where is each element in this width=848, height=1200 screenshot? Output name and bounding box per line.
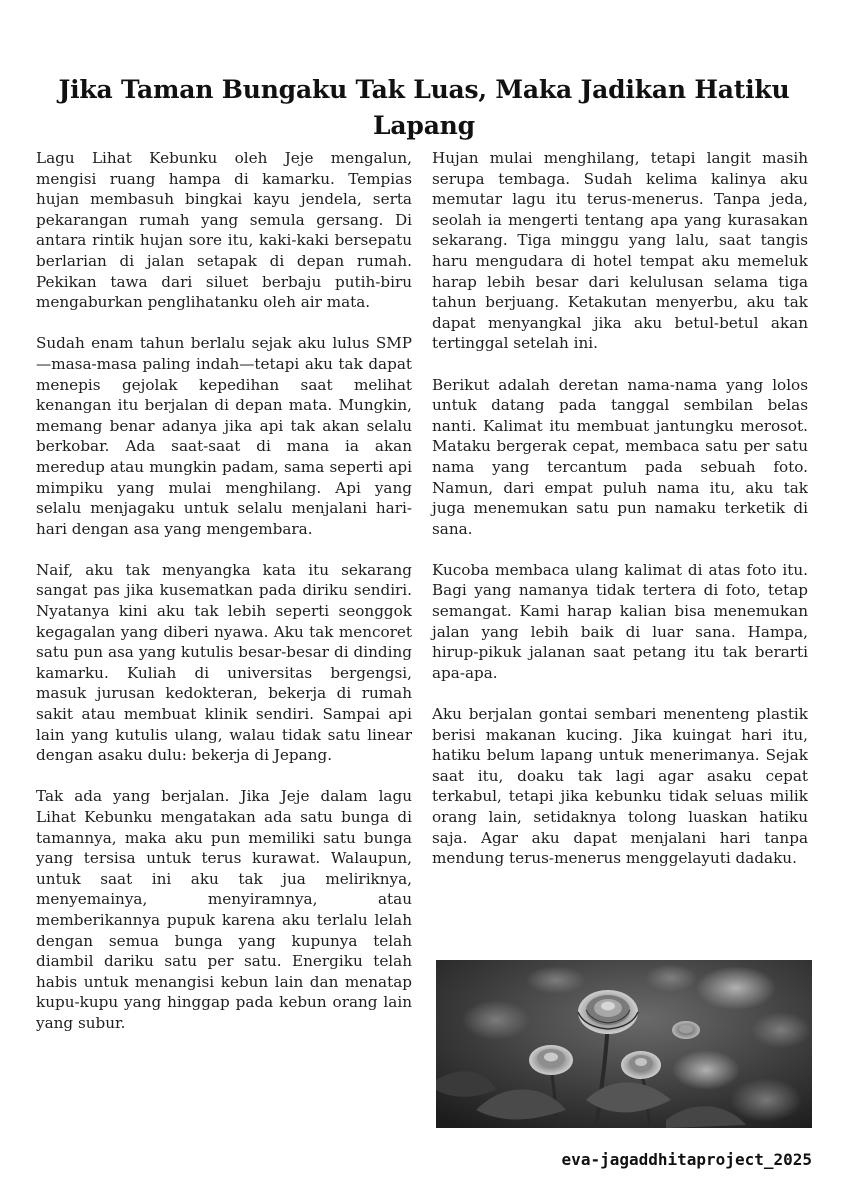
paragraph: Lagu Lihat Kebunku oleh Jeje mengalun, mengisi ruang hampa di kamarku. Tempias hujan membasuh bingkai kayu jendela, serta pekarangan rumah yang semula gersang. Di antara rintik hujan sore itu, kaki-kaki bersepatu berlarian di jalan setapak di depan rumah. Pekikan tawa dari siluet berbaju putih-biru mengaburkan penglihatanku oleh air mata. bbox=[36, 149, 412, 312]
paragraph: Aku berjalan gontai sembari menenteng plastik berisi makanan kucing. Jika kuingat hari itu, hatiku belum lapang untuk menerimanya. Sejak saat itu, doaku tak lagi agar asaku cepat terkabul, tetapi jika kebunku tidak seluas milik orang lain, setidaknya tolong luaskan hatiku saja. Agar aku dapat menjalani hari tanpa mendung terus-menerus menggelayuti dadaku. bbox=[432, 705, 808, 868]
small-zinnia bbox=[672, 1021, 700, 1039]
paragraph: Berikut adalah deretan nama-nama yang lolos untuk datang pada tanggal sembilan belas nanti. Kalimat itu membuat jantungku merosot. Mataku bergerak cepat, membaca satu per satu nama yang tercantum pada sebuah foto. Namun, dari empat puluh nama itu, aku tak juga menemukan satu pun namaku terketik di sana. bbox=[432, 375, 808, 538]
right-column bbox=[432, 148, 808, 889]
paragraph: Kucoba membaca ulang kalimat di atas foto itu. Bagi yang namanya tidak tertera di foto, tetap semangat. Kami harap kalian bisa menemukan jalan yang lebih baik di luar sana. Hampa, hirup-pikuk jalanan saat petang itu tak berarti apa-apa. bbox=[432, 560, 808, 682]
left-column bbox=[36, 148, 412, 1054]
paragraph: Hujan mulai menghilang, tetapi langit masih serupa tembaga. Sudah kelima kalinya aku memutar lagu itu terus-menerus. Tanpa jeda, seolah ia mengerti tentang apa yang kurasakan sekarang. Tiga minggu yang lalu, saat tangis haru mengudara di hotel tempat aku memeluk harap lebih besar dari kelulusan selama tiga tahun berjuang. Ketakutan menyerbu, aku tak dapat menyangkal jika aku betul-betul akan tertinggal setelah ini. bbox=[432, 149, 808, 353]
main-zinnia bbox=[578, 990, 638, 1034]
paragraph: Tak ada yang berjalan. Jika Jeje dalam lagu Lihat Kebunku mengatakan ada satu bunga di tamannya, maka aku pun memiliki satu bunga yang tersisa untuk terus kurawat. Walaupun, untuk saat ini aku tak jua meliriknya, menyemainya, menyiramnya, atau memberikannya pupuk karena aku terlalu lelah dengan semua bunga yang kupunya telah diambil dariku satu per satu. Energiku telah habis untuk menangisi kebun lain dan menatap kupu-kupu yang hinggap pada kebun orang lain yang subur. bbox=[36, 787, 412, 1032]
author-credit: eva-jagaddhitaproject_2025 bbox=[561, 1150, 812, 1169]
paragraph: Sudah enam tahun berlalu sejak aku lulus SMP—masa-masa paling indah—tetapi aku tak dapat menepis gejolak kepedihan saat melihat kenangan itu berjalan di depan mata. Mungkin, memang benar adanya jika api tak akan selalu berkobar. Ada saat-saat di mana ia akan meredup atau mungkin padam, sama seperti api mimpiku yang mulai menghilang. Api yang selalu menjagaku untuk selalu menjalani hari-hari dengan asa yang mengembara. bbox=[36, 334, 412, 538]
flower-photo bbox=[436, 960, 812, 1128]
zinnia-flowers-illustration bbox=[436, 960, 812, 1128]
right-zinnia bbox=[621, 1051, 661, 1079]
paragraph: Naif, aku tak menyangka kata itu sekarang sangat pas jika kusematkan pada diriku sendiri. Nyatanya kini aku tak lebih seperti seonggok kegagalan yang diberi nyawa. Aku tak mencoret satu pun asa yang kutulis besar-besar di dinding kamarku. Kuliah di universitas bergengsi, masuk jurusan kedokteran, bekerja di rumah sakit atau membuat klinik sendiri. Sampai api lain yang kutulis ulang, walau tidak satu linear dengan asaku dulu: bekerja di Jepang. bbox=[36, 560, 412, 765]
left-zinnia bbox=[529, 1045, 573, 1075]
article-title: Jika Taman Bungaku Tak Luas, Maka Jadikan Hatiku Lapang bbox=[58, 75, 790, 140]
